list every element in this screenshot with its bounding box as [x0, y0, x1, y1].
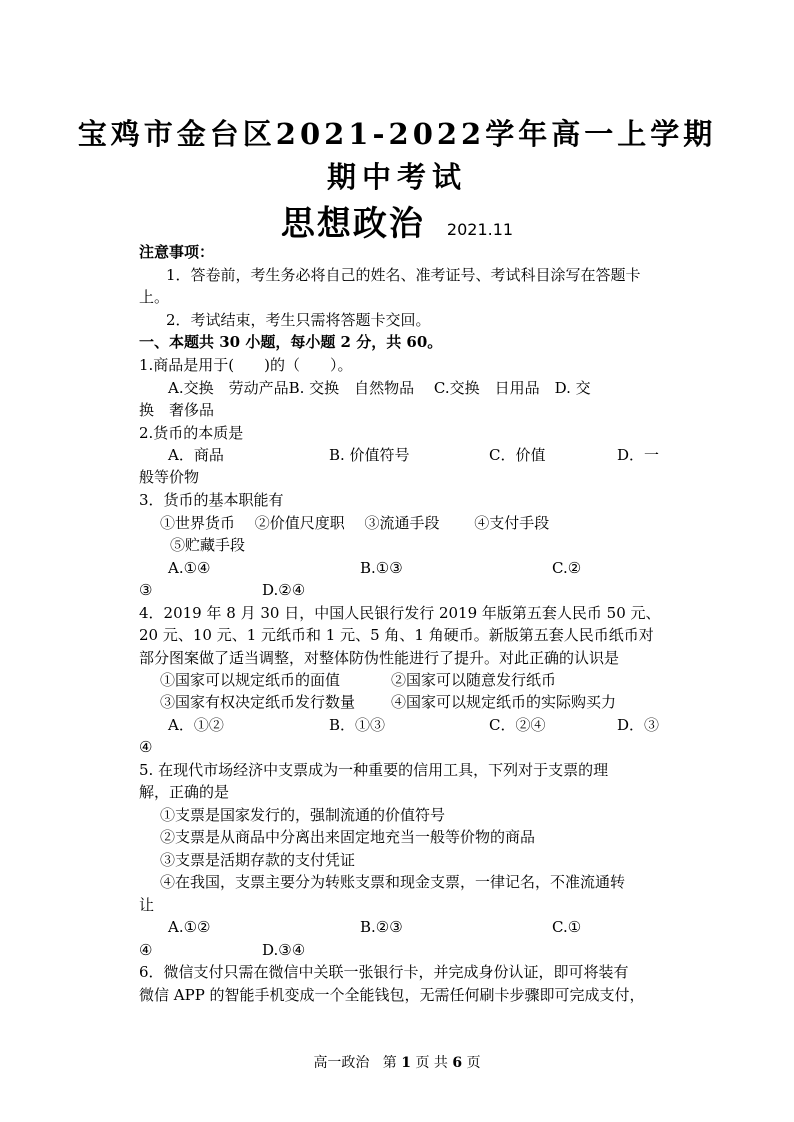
q4-item2: ②国家可以随意发行纸币 [391, 671, 557, 689]
q5-item3: ③支票是活期存款的支付凭证 [160, 851, 356, 869]
q3-option-b: B.①③ [360, 559, 403, 577]
q5-option-c-wrap: ④ [139, 941, 153, 959]
footer-page-total: 6 [452, 1055, 463, 1071]
q3-stem: 3．货币的基本职能有 [139, 491, 284, 509]
q3-option-c: C.② [552, 559, 582, 577]
q4-option-d-wrap: ④ [139, 738, 153, 756]
q3-items-line2: ⑤贮藏手段 [170, 536, 246, 554]
q5-item1: ①支票是国家发行的，强制流通的价值符号 [160, 806, 446, 824]
q2-option-b: B. 价值符号 [329, 446, 410, 464]
page-footer [0, 1052, 794, 1072]
notice-item1-a: 1．答卷前，考生务必将自己的姓名、准考证号、考试科目涂写在答题卡 [166, 266, 641, 284]
notice-heading: 注意事项： [139, 243, 215, 261]
q4-item3: ③国家有权决定纸币发行数量 [160, 693, 356, 711]
q5-option-c: C.① [552, 918, 582, 936]
q4-option-a: A．①② [168, 716, 224, 734]
exam-title-line1: 宝鸡市金台区2021-2022学年高一上学期 [77, 117, 717, 151]
q3-items-line1: ①世界货币 ②价值尺度职 ③流通手段 ④支付手段 [160, 514, 550, 532]
q2-stem: 2.货币的本质是 [139, 424, 244, 442]
q5-item4-line1: ④在我国，支票主要分为转账支票和现金支票，一律记名，不准流通转 [160, 873, 626, 891]
q2-option-a: A．商品 [168, 446, 224, 464]
q1-stem: 1.商品是用于( )的（ ）。 [139, 356, 353, 374]
q5-item2: ②支票是从商品中分离出来固定地充当一般等价物的商品 [160, 828, 536, 846]
q2-option-d: D．一 [617, 446, 660, 464]
notice-item1-b: 上。 [139, 288, 170, 306]
footer-page-num: 1 [401, 1055, 411, 1071]
q1-options-line2: 换 奢侈品 [139, 401, 215, 419]
section1-heading: 一、本题共 30 小题，每小题 2 分，共 60。 [139, 333, 443, 351]
exam-subject: 思想政治 [280, 204, 425, 244]
q5-stem-line1: 5. 在现代市场经济中支票成为一种重要的信用工具，下列对于支票的理 [139, 761, 609, 779]
q3-option-d: D.②④ [262, 581, 306, 599]
footer-page-post: 页 [466, 1055, 481, 1071]
exam-date: 2021.11 [446, 220, 514, 239]
q2-option-c: C．价值 [489, 446, 546, 464]
q6-stem-line2: 微信 APP 的智能手机变成一个全能钱包，无需任何刷卡步骤即可完成支付， [139, 986, 645, 1004]
q5-option-a: A.①② [168, 918, 211, 936]
q2-wrap: 般等价物 [139, 468, 200, 486]
q5-stem-line2: 解，正确的是 [139, 783, 230, 801]
q3-option-c-wrap: ③ [139, 581, 153, 599]
q4-stem-line1: 4．2019 年 8 月 30 日，中国人民银行发行 2019 年版第五套人民币 50 元、 [139, 604, 661, 622]
notice-item2: 2．考试结束，考生只需将答题卡交回。 [166, 311, 431, 329]
q3-option-a: A.①④ [168, 559, 211, 577]
q4-option-d: D．③ [617, 716, 660, 734]
q5-item4-line2: 让 [139, 896, 155, 914]
exam-title-line2: 期中考试 [326, 160, 467, 194]
q4-item4: ④国家可以规定纸币的实际购买力 [391, 693, 617, 711]
q4-item1: ①国家可以规定纸币的面值 [160, 671, 341, 689]
exam-subject-line [0, 196, 794, 245]
q1-options-line1: A.交换 劳动产品B. 交换 自然物品 C.交换 日用品 D. 交 [168, 379, 591, 397]
footer-page-pre: 第 [382, 1055, 397, 1071]
q4-option-b: B．①③ [329, 716, 386, 734]
q6-stem-line1: 6．微信支付只需在微信中关联一张银行卡，并完成身份认证，即可将装有 [139, 963, 629, 981]
q4-option-c: C．②④ [489, 716, 546, 734]
q5-option-d: D.③④ [262, 941, 306, 959]
q5-option-b: B.②③ [360, 918, 403, 936]
footer-page-mid: 页 共 [415, 1055, 448, 1071]
footer-subject: 高一政治 [313, 1055, 370, 1071]
q4-stem-line3: 部分图案做了适当调整，对整体防伪性能进行了提升。对此正确的认识是 [139, 649, 620, 667]
q4-stem-line2: 20 元、10 元、1 元纸币和 1 元、5 角、1 角硬币。新版第五套人民币纸币对 [139, 626, 654, 644]
